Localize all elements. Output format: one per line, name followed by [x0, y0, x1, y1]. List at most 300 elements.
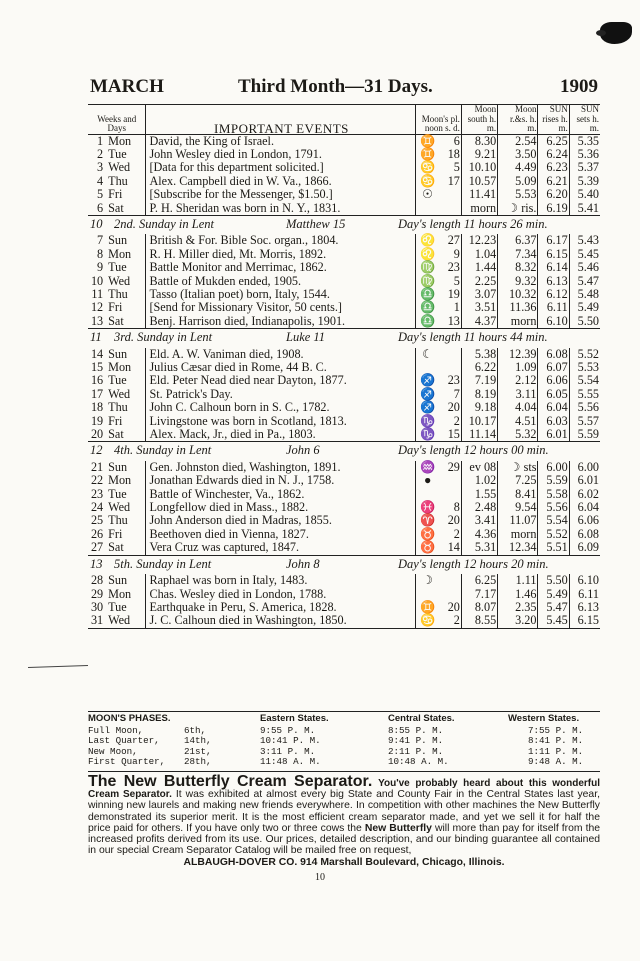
advertisement — [88, 773, 601, 869]
sun-rises: 6.20 — [538, 188, 569, 201]
sun-sets: 5.41 — [577, 200, 599, 215]
day-row — [88, 374, 600, 387]
day-row — [88, 501, 600, 514]
day-length: Day's length 12 hours 20 min. — [398, 556, 549, 571]
sunday-number: 10 — [90, 216, 103, 231]
day-row — [88, 401, 600, 414]
day-number: 8 — [97, 246, 104, 261]
moon-place-degree — [440, 574, 462, 587]
day-row — [88, 514, 600, 527]
phase-row — [88, 757, 600, 767]
sun-rises: 6.15 — [538, 248, 569, 261]
day-number: 30 — [90, 599, 104, 614]
sunday-cell — [88, 215, 600, 234]
sun-rises: 6.00 — [538, 461, 569, 474]
phase-row — [88, 726, 600, 736]
day-number: 27 — [90, 540, 104, 555]
sun-rises: 6.17 — [538, 234, 569, 247]
day-row — [88, 301, 600, 314]
col-moon-rs: Moon r.&s. h. m. — [498, 105, 538, 135]
weekday: Sat — [108, 313, 124, 328]
sun-sets: 5.47 — [577, 273, 599, 288]
day-number: 5 — [97, 187, 104, 202]
phase-west-time: 9:48 A. M. — [528, 756, 584, 768]
ad-title: The New Butterfly Cream Separator. — [88, 773, 373, 790]
moon-place-degree: 20 — [440, 514, 462, 527]
event-text: Livingstone was born in Scotland, 1813. — [146, 415, 415, 428]
sun-sets: 5.57 — [577, 413, 599, 428]
day-number: 29 — [90, 586, 104, 601]
day-row — [88, 588, 600, 601]
sun-rises: 5.51 — [538, 541, 569, 555]
weekday: Wed — [108, 386, 131, 401]
weekday: Fri — [108, 413, 123, 428]
zodiac-icon: ♒ — [420, 459, 436, 474]
zodiac-icon: ♑ — [420, 427, 436, 442]
zodiac-icon: ♋ — [420, 160, 436, 175]
moon-south: morn — [461, 202, 497, 216]
moon-place-degree: 6 — [440, 134, 462, 148]
moon-rise-set: 12.39 — [498, 348, 538, 361]
moon-rise-set: 7.25 — [498, 474, 538, 487]
event-text: [Send for Missionary Visitor, 50 cents.] — [146, 301, 415, 314]
day-number: 9 — [97, 260, 104, 275]
zodiac-icon: ♑ — [420, 413, 436, 428]
moon-south: 10.10 — [461, 161, 497, 174]
day-number: 15 — [90, 360, 104, 374]
moon-rise-set: 5.53 — [498, 188, 538, 201]
sunday-row — [88, 442, 600, 461]
moon-rise-set: 11.07 — [498, 514, 538, 527]
moon-south: 1.04 — [461, 248, 497, 261]
day-row — [88, 261, 600, 274]
page-number: 10 — [315, 872, 325, 883]
sun-rises: 6.14 — [538, 261, 569, 274]
moon-south: 7.19 — [461, 374, 497, 387]
moon-phases — [88, 714, 600, 768]
moon-place-degree: 9 — [440, 248, 462, 261]
phase-row — [88, 736, 600, 746]
ad-text-1: It was exhibited at almost every big State and County Fair in the Central States last year, winning new laurels and making new friends everywhere. In competition with other machines the New Butterfly demonstrated its superior merit. It is the most efficient cream separator made, and yet we sell it for half the price paid for others. If you have only two or three cows the — [88, 789, 600, 834]
zodiac-icon: ♊ — [420, 599, 436, 614]
phase-central-time: 2:11 P. M. — [388, 745, 444, 757]
weekday: Sat — [108, 200, 124, 215]
sunday-row — [88, 555, 600, 574]
moon-place-degree: 2 — [440, 415, 462, 428]
day-row — [88, 574, 600, 587]
event-text: John Wesley died in London, 1791. — [146, 148, 415, 161]
sun-rises: 6.03 — [538, 415, 569, 428]
day-number: 1 — [97, 133, 104, 148]
ad-tagline: You've probably heard about this wonderful Cream Separator. — [88, 778, 601, 801]
phases-east-label: Eastern States. — [260, 713, 329, 724]
sun-rises: 5.56 — [538, 501, 569, 514]
sun-sets: 5.46 — [577, 260, 599, 275]
moon-south: 3.41 — [461, 514, 497, 527]
zodiac-icon: ☉ — [422, 187, 434, 202]
day-row — [88, 134, 600, 148]
sun-sets: 6.10 — [577, 573, 599, 588]
zodiac-icon — [415, 202, 440, 216]
weekday: Mon — [108, 246, 132, 261]
phase-central-time: 9:41 P. M. — [388, 735, 444, 747]
event-text: Longfellow died in Mass., 1882. — [146, 501, 415, 514]
day-number: 25 — [90, 513, 104, 528]
weekday: Tue — [108, 146, 127, 161]
day-row — [88, 275, 600, 288]
moon-place-degree — [440, 361, 462, 374]
moon-rise-set: 9.32 — [498, 275, 538, 288]
day-row — [88, 202, 600, 216]
moon-south: 5.31 — [461, 541, 497, 555]
sunday-cell — [88, 442, 600, 461]
day-number: 20 — [90, 427, 104, 442]
moon-south: 8.07 — [461, 601, 497, 614]
moon-place-degree: 20 — [440, 601, 462, 614]
moon-rise-set: morn — [498, 315, 538, 329]
sun-sets: 6.15 — [569, 614, 600, 628]
phase-label: Full Moon, — [88, 725, 144, 736]
day-row — [88, 541, 600, 555]
phases-central-label: Central States. — [388, 713, 455, 724]
day-number: 18 — [90, 400, 104, 415]
weekday: Mon — [108, 360, 132, 374]
day-row — [88, 348, 600, 361]
weekday: Sat — [108, 540, 124, 555]
moon-place-degree: 8 — [440, 501, 462, 514]
ad-text-2: will more than pay for itself from the increased profits derived from its use. Our prices, detailed description, and our binding guarantee all contained in our special Cream Separator Catalog will be mailed free on request, — [88, 822, 601, 857]
day-row — [88, 234, 600, 247]
moon-south: 1.44 — [461, 261, 497, 274]
moon-place-degree — [440, 474, 462, 487]
phase-west-time: 1:11 P. M. — [528, 745, 584, 757]
day-row — [88, 188, 600, 201]
moon-place-degree — [440, 202, 462, 216]
moon-south: 6.25 — [461, 574, 497, 587]
day-row — [88, 528, 600, 541]
moon-place-degree: 23 — [440, 261, 462, 274]
moon-south: 9.18 — [461, 401, 497, 414]
sun-rises: 6.23 — [538, 161, 569, 174]
moon-rise-set: 10.32 — [498, 288, 538, 301]
day-row — [88, 361, 600, 374]
sun-sets: 5.43 — [577, 233, 599, 248]
event-text: David, the King of Israel. — [146, 134, 415, 148]
sun-rises: 5.59 — [538, 474, 569, 487]
divider — [88, 711, 600, 712]
divider — [88, 771, 600, 772]
sun-rises: 6.07 — [538, 361, 569, 374]
phase-date: 6th, — [184, 725, 207, 736]
day-number: 13 — [90, 313, 104, 328]
day-number: 26 — [90, 526, 104, 541]
moon-place-degree: 2 — [440, 614, 462, 628]
moon-rise-set: 2.12 — [498, 374, 538, 387]
day-row — [88, 148, 600, 161]
sunday-name: 5th. Sunday in Lent — [114, 556, 212, 571]
phase-east-time: 3:11 P. M. — [260, 745, 316, 757]
col-weeks: Weeks and Days — [88, 105, 146, 135]
moon-south: 9.21 — [461, 148, 497, 161]
zodiac-icon: ♊ — [420, 146, 436, 161]
moon-rise-set: 11.36 — [498, 301, 538, 314]
day-length: Day's length 11 hours 26 min. — [398, 216, 548, 231]
day-row — [88, 248, 600, 261]
sunday-text: John 8 — [286, 556, 320, 571]
zodiac-icon: ♌ — [420, 246, 436, 261]
sunday-text: John 6 — [286, 443, 320, 458]
event-text: John C. Calhoun born in S. C., 1782. — [146, 401, 415, 414]
weekday: Tue — [108, 260, 127, 275]
moon-place-degree: 18 — [440, 148, 462, 161]
weekday: Mon — [108, 473, 132, 488]
moon-rise-set: 3.11 — [498, 388, 538, 401]
moon-south: 10.57 — [461, 175, 497, 188]
moon-south: 2.48 — [461, 501, 497, 514]
sun-rises: 6.25 — [538, 134, 569, 148]
day-number: 7 — [97, 233, 104, 248]
phases-header — [88, 714, 600, 726]
zodiac-icon: ♐ — [420, 373, 436, 388]
sun-sets: 5.53 — [577, 360, 599, 374]
sun-sets: 6.13 — [577, 599, 599, 614]
day-number: 17 — [90, 386, 104, 401]
weekday: Thu — [108, 286, 128, 301]
sun-sets: 5.59 — [577, 427, 599, 442]
moon-south: 1.02 — [461, 474, 497, 487]
day-number: 24 — [90, 500, 104, 515]
moon-rise-set: 3.20 — [498, 614, 538, 628]
weekday: Fri — [108, 300, 123, 315]
zodiac-icon: ♋ — [420, 173, 436, 188]
sun-sets: 6.04 — [577, 500, 599, 515]
moon-rise-set: ☽ sts — [498, 461, 538, 474]
event-text: Battle of Mukden ended, 1905. — [146, 275, 415, 288]
moon-south: 5.38 — [461, 348, 497, 361]
day-number: 2 — [97, 146, 104, 161]
weekday: Thu — [108, 513, 128, 528]
zodiac-icon: ♌ — [420, 233, 436, 248]
sun-sets: 6.08 — [577, 526, 599, 541]
sun-sets: 5.56 — [577, 400, 599, 415]
phases-west-label: Western States. — [508, 713, 580, 724]
day-row — [88, 601, 600, 614]
day-number: 16 — [90, 373, 104, 388]
ad-product-name: New Butterfly — [364, 822, 432, 834]
phase-date: 28th, — [184, 756, 212, 768]
sun-rises: 6.12 — [538, 288, 569, 301]
sun-rises: 6.19 — [538, 202, 569, 216]
zodiac-icon — [415, 588, 440, 601]
event-text: Raphael was born in Italy, 1483. — [146, 574, 415, 587]
moon-rise-set: 6.37 — [498, 234, 538, 247]
moon-place-degree — [440, 588, 462, 601]
moon-south: 11.14 — [461, 428, 497, 442]
calendar-table — [88, 104, 600, 629]
weekday: Mon — [108, 586, 132, 601]
sun-sets: 5.54 — [577, 373, 599, 388]
event-text: Chas. Wesley died in London, 1788. — [146, 588, 415, 601]
moon-rise-set: 12.34 — [498, 541, 538, 555]
phase-west-time: 7:55 P. M. — [528, 725, 584, 736]
sunday-text: Matthew 15 — [286, 216, 346, 231]
event-text: J. C. Calhoun died in Washington, 1850. — [146, 614, 415, 628]
moon-place-degree: 13 — [440, 315, 462, 329]
zodiac-icon: ♋ — [415, 614, 440, 628]
event-text: John Anderson died in Madras, 1855. — [146, 514, 415, 527]
sun-sets: 5.52 — [577, 346, 599, 361]
day-row — [88, 428, 600, 442]
weekday: Wed — [108, 500, 131, 515]
event-text: Eld. Peter Nead died near Dayton, 1877. — [146, 374, 415, 387]
zodiac-icon: ♐ — [420, 400, 436, 415]
sun-rises: 6.08 — [538, 348, 569, 361]
weekday: Sun — [108, 346, 128, 361]
weekday: Sun — [108, 573, 128, 588]
col-sun-rises: SUN rises h. m. — [538, 105, 569, 135]
phase-label: New Moon, — [88, 745, 138, 757]
sun-sets: 5.55 — [577, 386, 599, 401]
moon-rise-set: 4.51 — [498, 415, 538, 428]
page-header — [88, 76, 598, 102]
moon-south: 2.25 — [461, 275, 497, 288]
event-text: P. H. Sheridan was born in N. Y., 1831. — [146, 202, 415, 216]
calendar-body — [88, 134, 600, 628]
moon-place-degree — [440, 348, 462, 361]
sun-rises: 6.06 — [538, 374, 569, 387]
day-row — [88, 488, 600, 501]
day-number: 6 — [97, 200, 104, 215]
moon-rise-set: 4.04 — [498, 401, 538, 414]
moon-rise-set: 9.54 — [498, 501, 538, 514]
weekday: Fri — [108, 187, 123, 202]
zodiac-icon: ♎ — [420, 286, 436, 301]
sun-sets: 5.49 — [577, 300, 599, 315]
moon-rise-set: 1.46 — [498, 588, 538, 601]
weekday: Tue — [108, 599, 127, 614]
day-number: 3 — [97, 160, 104, 175]
moon-place-degree: 1 — [440, 301, 462, 314]
day-number: 22 — [90, 473, 104, 488]
zodiac-icon: ♈ — [420, 513, 436, 528]
event-text: [Data for this department solicited.] — [146, 161, 415, 174]
day-number: 4 — [97, 173, 104, 188]
moon-place-degree: 14 — [440, 541, 462, 555]
moon-place-degree: 23 — [440, 374, 462, 387]
phase-central-time: 8:55 P. M. — [388, 725, 444, 736]
moon-rise-set: 7.34 — [498, 248, 538, 261]
moon-place-degree: 19 — [440, 288, 462, 301]
event-text: Eld. A. W. Vaniman died, 1908. — [146, 348, 415, 361]
moon-place-degree: 17 — [440, 175, 462, 188]
sun-rises: 5.52 — [538, 528, 569, 541]
event-text: Battle of Winchester, Va., 1862. — [146, 488, 415, 501]
day-number: 10 — [90, 273, 104, 288]
sun-rises: 6.21 — [538, 175, 569, 188]
event-text: Jonathan Edwards died in N. J., 1758. — [146, 474, 415, 487]
month-name: MARCH — [90, 76, 164, 97]
moon-rise-set: 1.11 — [498, 574, 538, 587]
moon-rise-set: morn — [498, 528, 538, 541]
event-text: Alex. Mack, Jr., died in Pa., 1803. — [146, 428, 415, 442]
sun-sets: 5.37 — [577, 160, 599, 175]
event-text: Beethoven died in Vienna, 1827. — [146, 528, 415, 541]
sunday-number: 12 — [90, 443, 103, 458]
zodiac-icon: ● — [423, 473, 432, 488]
event-text: R. H. Miller died, Mt. Morris, 1892. — [146, 248, 415, 261]
year: 1909 — [560, 76, 598, 97]
sun-sets: 5.48 — [577, 286, 599, 301]
sun-sets: 5.35 — [577, 133, 599, 148]
day-row — [88, 161, 600, 174]
weekday: Wed — [108, 273, 131, 288]
moon-rise-set: 8.32 — [498, 261, 538, 274]
sun-rises: 6.01 — [538, 428, 569, 442]
phase-date: 14th, — [184, 735, 212, 747]
moon-south: 4.37 — [461, 315, 497, 329]
moon-south: 4.36 — [461, 528, 497, 541]
moon-south: 7.17 — [461, 588, 497, 601]
ad-footer: ALBAUGH-DOVER CO. 914 Marshall Boulevard, Chicago, Illinois. — [183, 857, 505, 869]
sunday-row — [88, 329, 600, 348]
month-title: Third Month—31 Days. — [238, 76, 433, 97]
event-text: Julius Cæsar died in Rome, 44 B. C. — [146, 361, 415, 374]
event-text: Vera Cruz was captured, 1847. — [146, 541, 415, 555]
moon-south: 10.17 — [461, 415, 497, 428]
phase-label: Last Quarter, — [88, 735, 160, 747]
sun-rises: 5.50 — [538, 574, 569, 587]
moon-south: 1.55 — [461, 488, 497, 501]
weekday: Wed — [104, 614, 146, 628]
zodiac-icon: ☽ — [422, 573, 434, 588]
day-row — [88, 461, 600, 474]
moon-rise-set: 5.09 — [498, 175, 538, 188]
col-sun-sets: SUN sets h. m. — [569, 105, 600, 135]
sun-rises: 6.10 — [538, 315, 569, 329]
day-number: 12 — [90, 300, 104, 315]
sun-sets: 6.01 — [577, 473, 599, 488]
zodiac-icon: ♎ — [420, 313, 436, 328]
zodiac-icon: ♉ — [420, 526, 436, 541]
day-length: Day's length 12 hours 00 min. — [398, 443, 549, 458]
weekday: Mon — [108, 133, 132, 148]
weekday: Fri — [108, 526, 123, 541]
sun-rises: 5.45 — [538, 614, 569, 628]
zodiac-icon: ♐ — [420, 386, 436, 401]
day-row — [88, 315, 600, 329]
sun-rises: 5.49 — [538, 588, 569, 601]
sun-sets: 5.39 — [577, 173, 599, 188]
zodiac-icon: ♎ — [420, 300, 436, 315]
moon-south: ev 08 — [461, 461, 497, 474]
sun-rises: 6.04 — [538, 401, 569, 414]
event-text: [Subscribe for the Messenger, $1.50.] — [146, 188, 415, 201]
event-text: St. Patrick's Day. — [146, 388, 415, 401]
sun-rises: 5.54 — [538, 514, 569, 527]
moon-rise-set: 1.09 — [498, 361, 538, 374]
sun-sets: 5.36 — [577, 146, 599, 161]
col-moon-place: Moon's pl. noon s. d. — [415, 105, 461, 135]
sun-rises: 5.47 — [538, 601, 569, 614]
margin-pen-mark — [28, 665, 88, 668]
sun-sets: 6.09 — [577, 540, 599, 555]
day-row — [88, 614, 600, 628]
sun-sets: 5.45 — [577, 246, 599, 261]
zodiac-icon: ♍ — [420, 260, 436, 275]
zodiac-icon: ♍ — [420, 273, 436, 288]
moon-rise-set: 8.41 — [498, 488, 538, 501]
phases-title: MOON'S PHASES. — [88, 713, 171, 724]
